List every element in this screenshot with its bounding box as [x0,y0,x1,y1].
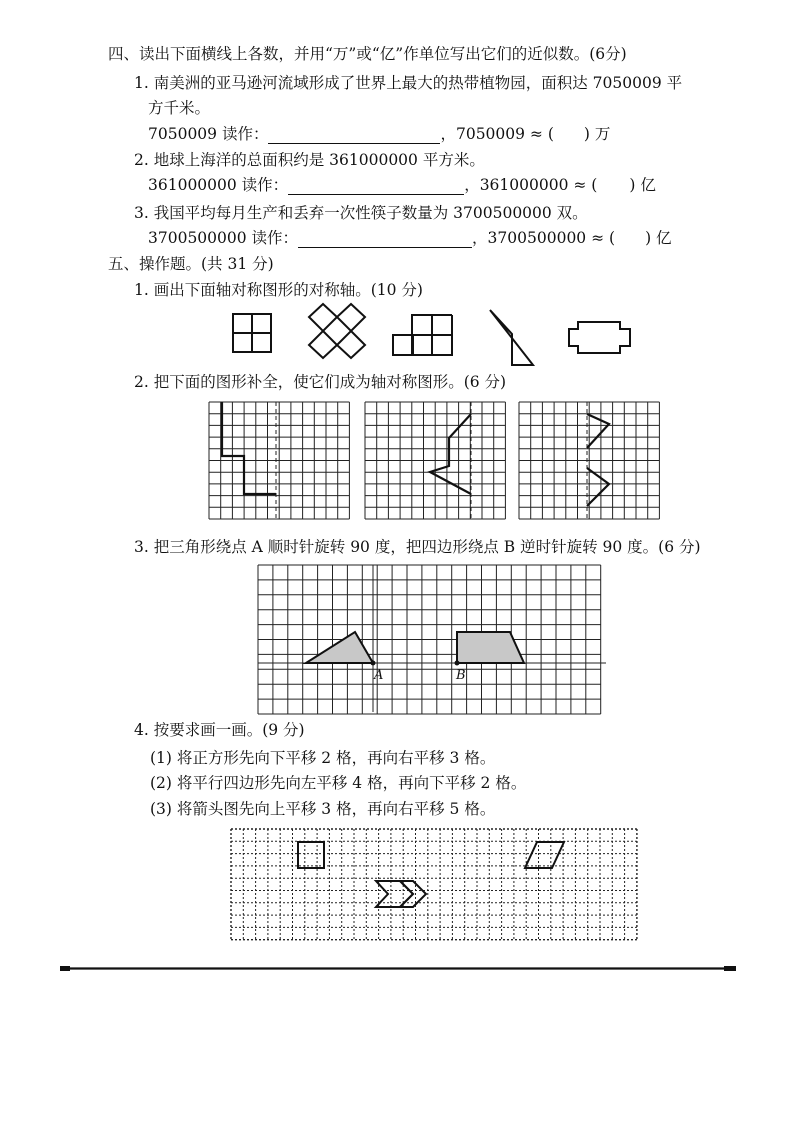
half-figure-3a [587,414,609,448]
q3-rotation-grid[interactable] [258,565,606,714]
shaded-triangle[interactable] [306,632,373,663]
q3-approx-label: ，3700500000 ≈ ( [472,229,616,247]
s5-q4-text: 4. 按要求画一画。(9 分) [134,721,305,739]
shaded-quadrilateral[interactable] [457,632,524,663]
s5-q1-text: 1. 画出下面轴对称图形的对称轴。(10 分) [134,281,423,299]
s5-q4-item-3: (3) 将箭头图先向上平移 3 格，再向右平移 5 格。 [150,800,496,818]
bowtie-triangle-shape[interactable] [490,310,533,365]
notched-rectangle-shape[interactable] [569,322,630,353]
half-figure-2 [430,414,471,494]
q1-approx-label: ，7050009 ≈ ( [440,125,554,143]
q3-unit: ) 亿 [645,229,672,247]
q2-read-label: 361000000 读作： [148,176,289,194]
q1-text-line2: 方千米。 [148,99,211,117]
point-a [371,661,376,666]
q2-grid-2[interactable] [365,402,505,520]
q2-grid-3[interactable] [519,402,659,520]
q2-text: 2. 地球上海洋的总面积约是 361000000 平方米。 [134,151,485,169]
point-a-label: A [374,668,384,683]
s5-q2-text: 2. 把下面的图形补全，使它们成为轴对称图形。(6 分) [134,373,507,391]
half-figure-3b [587,468,609,506]
q2-unit: ) 亿 [629,176,656,194]
q2-grid-1[interactable] [209,402,349,520]
q3-read-label: 3700500000 读作： [148,229,299,247]
square-window-shape[interactable] [233,314,271,352]
q1-unit: ) 万 [583,125,611,143]
point-b-label: B [456,668,466,683]
q3-text: 3. 我国平均每月生产和丢弃一次性筷子数量为 3700500000 双。 [134,204,588,222]
point-b [455,661,460,666]
s5-q4-item-2: (2) 将平行四边形先向左平移 4 格，再向下平移 2 格。 [150,774,527,792]
q2-approx-label: ，361000000 ≈ ( [464,176,598,194]
footer-rule [60,966,736,971]
section5-heading: 五、操作题。(共 31 分) [108,255,274,273]
s5-q4-item-1: (1) 将正方形先向下平移 2 格，再向右平移 3 格。 [150,749,496,767]
parallelogram-figure[interactable] [525,842,564,868]
q1-text-line1: 1. 南美洲的亚马逊河流域形成了世界上最大的热带植物园，面积达 7050009 平 [134,74,683,92]
s5-q3-text: 3. 把三角形绕点 A 顺时针旋转 90 度，把四边形绕点 B 逆时针旋转 90 度。(6 分) [134,538,701,556]
q1-figures [233,304,630,365]
stepped-blocks-shape[interactable] [393,315,452,355]
square-figure[interactable] [298,842,324,868]
four-petal-squares-shape[interactable] [309,304,365,358]
q4-dotted-grid[interactable] [231,829,637,940]
section4-heading: 四、读出下面横线上各数，并用“万”或“亿”作单位写出它们的近似数。(6分) [108,45,627,63]
q1-read-label: 7050009 读作： [148,125,269,143]
